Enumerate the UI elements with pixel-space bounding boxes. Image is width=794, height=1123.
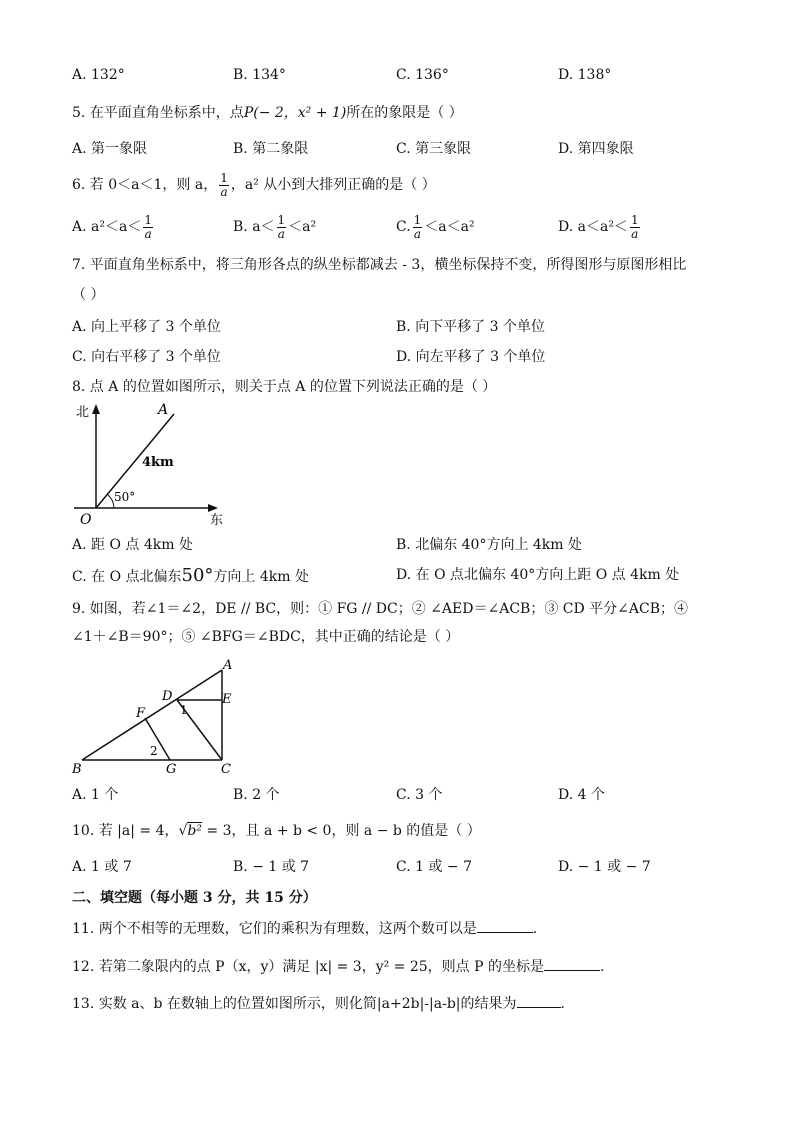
q6-fraction: [219, 172, 229, 199]
q7-option-a: A. 向上平移了 3 个单位: [72, 319, 221, 335]
north-arrow-icon: [92, 404, 100, 414]
q10-stem-pre: 10. 若 |a| = 4，: [72, 823, 179, 839]
q6-a-text: A. a²＜a＜: [72, 219, 142, 235]
q8-c-angle: 50°: [181, 565, 214, 586]
frac-num: 1: [220, 170, 228, 185]
frac-den: a: [144, 226, 152, 241]
q9-geometry-figure: [70, 655, 250, 780]
q6-option-d: [558, 212, 642, 242]
q6-stem-post: ，a² 从小到大排列正确的是（ ）: [230, 177, 436, 193]
q5-stem-pre: 5. 在平面直角坐标系中，点: [72, 105, 244, 121]
q6-b-pre: B. a＜: [233, 219, 275, 235]
frac-den: a: [413, 226, 422, 241]
angle-label: 50°: [114, 490, 136, 504]
q6-c-fraction: [413, 214, 423, 241]
frac-num: 1: [277, 212, 286, 227]
q5-stem-post: 所在的象限是（ ）: [346, 105, 463, 121]
q12: [72, 958, 604, 976]
q4-option-d: D. 138°: [558, 67, 612, 83]
q7-stem: 7. 平面直角坐标系中，将三角形各点的纵坐标都减去 - 3，横坐标保持不变，所得图形与原图形相比: [72, 257, 687, 273]
q11-stem: 11. 两个不相等的无理数，它们的乘积为有理数，这两个数可以是: [72, 921, 477, 937]
q5-option-c: C. 第三象限: [396, 141, 472, 157]
q6-option-a: [72, 212, 155, 242]
angle-2-label: 2: [150, 744, 158, 758]
q7-option-b: B. 向下平移了 3 个单位: [396, 319, 545, 335]
q6-b-fraction: [277, 214, 287, 241]
q5-option-b: B. 第二象限: [233, 141, 309, 157]
q10-sqrt-inner: b²: [187, 823, 202, 839]
q13: [72, 995, 565, 1013]
q11-end: .: [532, 921, 538, 937]
q7-stem-paren: （ ）: [72, 287, 105, 303]
frac-num: 1: [413, 212, 422, 227]
q9-stem-line1: 9. 如图，若∠1＝∠2，DE // BC，则：① FG // DC；② ∠AED＝∠ACB；③ CD 平分∠ACB；④: [72, 601, 688, 617]
q9-stem-line2: ∠1＋∠B＝90°；⑤ ∠BFG＝∠BDC，其中正确的结论是（ ）: [72, 629, 460, 645]
q9-option-a: A. 1 个: [72, 787, 119, 803]
q6-b-post: ＜a²: [288, 219, 317, 235]
q11: [72, 920, 537, 938]
north-label: 北: [76, 405, 90, 420]
q8-option-c: [72, 566, 309, 587]
q8-c-post: 方向上 4km 处: [213, 569, 309, 585]
q8-c-pre: C. 在 O 点北偏东: [72, 569, 182, 585]
q6-stem: [72, 170, 436, 200]
q10-option-c: C. 1 或 − 7: [396, 859, 473, 875]
q9-option-b: B. 2 个: [233, 787, 280, 803]
q11-answer-blank[interactable]: [477, 932, 533, 933]
q8-option-b: B. 北偏东 40°方向上 4km 处: [396, 537, 583, 553]
q8-option-a: A. 距 O 点 4km 处: [72, 537, 193, 553]
frac-num: 1: [144, 212, 152, 227]
frac-den: a: [220, 184, 228, 199]
frac-num: 1: [630, 212, 639, 227]
origin-label: O: [80, 512, 92, 528]
vertex-b-label: B: [72, 762, 82, 777]
q8-stem: 8. 点 A 的位置如图所示，则关于点 A 的位置下列说法正确的是（ ）: [72, 379, 497, 395]
q9-option-c: C. 3 个: [396, 787, 443, 803]
q10-option-b: B. − 1 或 7: [233, 859, 310, 875]
vertex-a-label: A: [223, 658, 233, 673]
frac-den: a: [277, 226, 285, 241]
q6-d-fraction: [630, 214, 640, 241]
q12-stem: 12. 若第二象限内的点 P（x，y）满足 |x| = 3，y² = 25，则点 P 的坐标是: [72, 959, 544, 975]
q10-option-a: A. 1 或 7: [72, 859, 132, 875]
q8-compass-figure: [70, 400, 230, 530]
q6-option-b: [233, 212, 316, 242]
angle-1-label: 1: [180, 703, 188, 717]
section-heading: 二、填空题（每小题 3 分，共 15 分）: [72, 890, 317, 906]
q6-d-text: D. a＜a²＜: [558, 219, 628, 235]
point-a-label: A: [158, 402, 169, 418]
q6-stem-pre: 6. 若 0＜a＜1，则 a，: [72, 177, 218, 193]
sqrt-symbol: √: [178, 823, 188, 839]
q5-stem: [72, 104, 463, 122]
q5-option-a: A. 第一象限: [72, 141, 148, 157]
q10-option-d: D. − 1 或 − 7: [558, 859, 651, 875]
q5-option-d: D. 第四象限: [558, 141, 634, 157]
q6-c-post: ＜a＜a²: [424, 219, 475, 235]
vertex-f-label: F: [136, 706, 146, 721]
q5-point: P(− 2，x² + 1): [243, 105, 347, 121]
q12-answer-blank[interactable]: [544, 970, 600, 971]
q7-option-c: C. 向右平移了 3 个单位: [72, 349, 221, 365]
q4-option-c: C. 136°: [396, 67, 449, 83]
q8-option-d: D. 在 O 点北偏东 40°方向上距 O 点 4km 处: [396, 567, 680, 583]
frac-den: a: [631, 226, 639, 241]
q13-answer-blank[interactable]: [517, 1007, 561, 1008]
q6-option-c: [396, 212, 475, 242]
q13-stem: 13. 实数 a、b 在数轴上的位置如图所示，则化简|a+2b|-|a-b|的结果为: [72, 996, 517, 1012]
q7-option-d: D. 向左平移了 3 个单位: [396, 349, 546, 365]
vertex-g-label: G: [166, 762, 177, 777]
east-arrow-icon: [208, 504, 218, 512]
vertex-c-label: C: [221, 762, 231, 777]
q12-end: .: [600, 959, 605, 975]
q4-option-b: B. 134°: [233, 67, 286, 83]
q4-option-a: A. 132°: [72, 67, 125, 83]
q9-option-d: D. 4 个: [558, 787, 605, 803]
q6-a-fraction: [143, 214, 153, 241]
distance-label: 4km: [142, 455, 174, 470]
east-label: 东: [210, 513, 224, 528]
q6-c-pre: C.: [396, 219, 411, 235]
q10-stem-post: = 3，且 a + b < 0，则 a − b 的值是（ ）: [201, 823, 481, 839]
q10-stem: [72, 820, 481, 842]
vertex-e-label: E: [222, 692, 232, 707]
q13-end: .: [560, 996, 565, 1012]
vertex-d-label: D: [162, 689, 173, 704]
